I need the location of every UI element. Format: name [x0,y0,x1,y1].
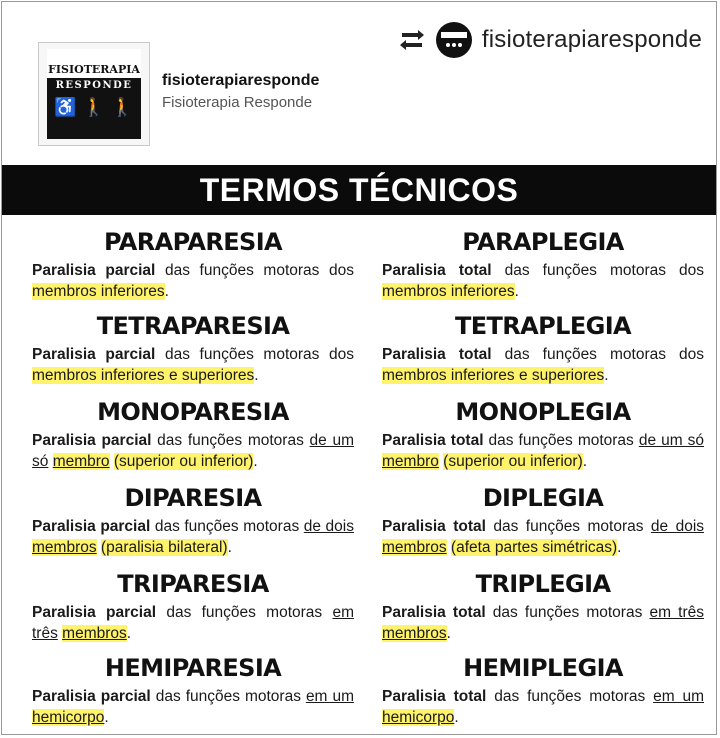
term-lead: Paralisia parcial [32,432,152,449]
term-lead: Paralisia total [382,604,486,621]
term-end: . [454,709,459,726]
term-highlight-detail: (afeta partes simétricas) [450,539,618,556]
term-lead: Paralisia total [382,346,492,363]
term-end: . [164,283,169,300]
term-end: . [582,453,588,470]
term-description [382,686,704,728]
term-rest: das funções motoras [155,688,301,705]
term-highlight: hemicorpo [382,709,455,726]
term-underlined: em um [653,688,705,705]
term-description [32,260,354,302]
term-card [382,312,704,386]
term-rest: das funções motoras dos [504,262,705,279]
term-highlight: membros [32,539,97,556]
term-description [32,344,354,386]
term-title: TETRAPARESIA [96,312,290,340]
term-card [382,654,704,728]
term-rest: das funções motoras [494,688,646,705]
logo-title: FISIOTERAPIA [47,49,141,78]
term-rest: das funções motoras [166,604,323,621]
term-highlight: membros [382,539,447,556]
term-highlight: membros inferiores e superiores [32,367,255,384]
term-description [32,602,354,644]
term-title: HEMIPARESIA [104,654,282,682]
term-card [32,228,354,302]
term-highlight-detail: (superior ou inferior) [443,453,583,470]
person-cane-icon: 🚶 [82,97,106,117]
term-highlight: membros inferiores e superiores [382,367,605,384]
term-description [382,516,704,558]
term-card [382,484,704,558]
term-title: HEMIPLEGIA [463,654,623,682]
accessibility-people-icon [54,97,133,118]
account-name: Fisioterapia Responde [162,94,313,111]
repost-handle[interactable]: fisioterapiaresponde [481,26,702,53]
term-underlined: de um só [638,432,704,449]
term-title: TETRAPLEGIA [454,312,632,340]
term-end: . [604,367,609,384]
term-end: . [514,283,519,300]
term-underlined: em três [649,604,704,621]
term-card [32,484,354,558]
term-highlight: membros [382,625,447,642]
repost-bar[interactable] [398,22,702,58]
term-description [32,686,354,728]
term-title: MONOPARESIA [97,398,289,426]
term-highlight-detail: (paralisia bilateral) [100,539,228,556]
term-highlight: membros inferiores [32,283,165,300]
term-lead: Paralisia parcial [32,688,151,705]
term-lead: Paralisia total [382,518,486,535]
term-card [382,570,704,644]
term-lead: Paralisia parcial [32,604,157,621]
term-underlined: de dois [650,518,705,535]
term-title: DIPLEGIA [482,484,604,512]
account-handle[interactable]: fisioterapiaresponde [162,72,320,89]
account-logo [47,49,141,139]
person-walking-icon: 🚶 [111,97,134,117]
term-highlight: membros [62,625,127,642]
term-highlight-detail: (superior ou inferior) [113,453,254,470]
account-info [162,72,319,111]
term-title: PARAPARESIA [103,228,283,256]
term-rest: das funções motoras [157,432,304,449]
term-rest: das funções motoras [488,432,634,449]
term-rest: das funções motoras [493,518,644,535]
repost-icon [398,28,426,52]
term-title: DIPARESIA [124,484,262,512]
term-card [382,228,704,302]
term-description [32,516,354,558]
term-rest: das funções motoras [154,518,300,535]
term-lead: Paralisia total [382,262,492,279]
logo-subtitle: RESPONDE [55,80,133,91]
term-underlined: de dois [303,518,354,535]
term-end: . [254,367,259,384]
term-card [32,312,354,386]
term-title: PARAPLEGIA [462,228,624,256]
wheelchair-icon: ♿ [54,97,77,117]
term-highlight: membro [52,453,110,470]
term-underlined: em três [32,604,355,642]
term-rest: das funções motoras dos [164,262,354,279]
term-card [32,398,354,472]
term-highlight: hemicorpo [32,709,105,726]
term-lead: Paralisia parcial [32,346,156,363]
term-end: . [253,453,258,470]
term-underlined: em um [305,688,354,705]
term-lead: Paralisia parcial [32,518,151,535]
term-underlined: de um só [32,432,354,470]
term-rest: das funções motoras [492,604,643,621]
term-end: . [227,539,232,556]
term-description [32,430,354,472]
term-lead: Paralisia parcial [32,262,156,279]
term-card [32,570,354,644]
term-description [382,260,704,302]
term-highlight: membro [382,453,439,470]
term-description [382,344,704,386]
term-end: . [104,709,109,726]
term-rest: das funções motoras dos [164,346,354,363]
repost-avatar[interactable] [436,22,472,58]
term-description [382,602,704,644]
term-title: TRIPLEGIA [475,570,611,598]
term-rest: das funções motoras dos [504,346,705,363]
term-lead: Paralisia total [382,432,484,449]
term-title: MONOPLEGIA [455,398,631,426]
term-title: TRIPARESIA [117,570,269,598]
term-end: . [446,625,451,642]
account-avatar-card[interactable] [38,42,150,146]
term-card [382,398,704,472]
term-highlight: membros inferiores [382,283,515,300]
term-end: . [126,625,132,642]
term-card [32,654,354,728]
banner-title: TERMOS TÉCNICOS [2,165,716,215]
term-end: . [617,539,622,556]
term-lead: Paralisia total [382,688,487,705]
term-description [382,430,704,472]
post-frame [1,1,717,735]
mini-logo-icon [439,25,469,55]
